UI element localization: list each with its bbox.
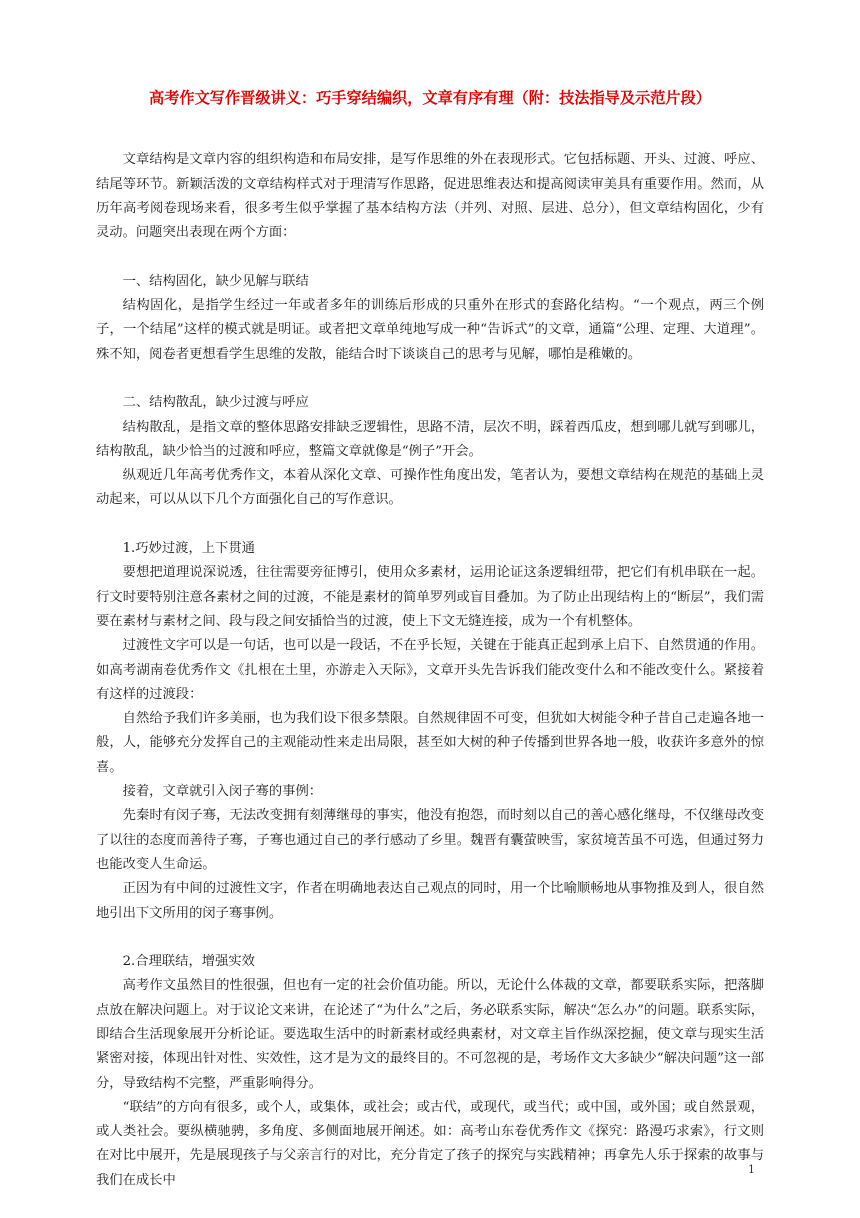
- body-paragraph: 结构固化，是指学生经过一年或者多年的训练后形成的只重外在形式的套路化结构。“一个观点，两三个例子，一个结尾”这样的模式就是明证。或者把文章单纯地写成一种“告诉式”的文章，通篇“公理、定理、大道理”。殊不知，阅卷者更想看学生思维的发散，能结合时下谈谈自己的思考与见解，哪怕是稚嫩的。: [96, 298, 764, 362]
- body-paragraph: 接着，文章就引入闵子骞的事例：: [122, 784, 323, 800]
- body-paragraph: 高考作文虽然目的性很强，但也有一定的社会价值功能。所以，无论什么体裁的文章，都要联系实际，把落脚点放在解决问题上。对于议论文来讲，在论述了“为什么”之后，务必联系实际，解决“怎么办”的问题。联系实际，即结合生活现象展开分析论证。要选取生活中的时新素材或经典素材，对文章主旨作纵深挖掘，使文章与现实生活紧密对接，体现出针对性、实效性，这才是为文的最终目的。不可忽视的是，考场作文大多缺少“解决问题”这一部分，导致结构不完整，严重影响得分。: [96, 978, 764, 1091]
- document-title: 高考作文写作晋级讲义：巧手穿结编织，文章有序有理（附：技法指导及示范片段）: [149, 89, 711, 107]
- quoted-paragraph: 自然给予我们许多美丽，也为我们设下很多禁限。自然规律固不可变，但犹如大树能令种子昔自己走遍各地一般，人，能够充分发挥自己的主观能动性来走出局限，甚至如大树的种子传播到世界各地一般，收获许多意外的惊喜。: [96, 711, 764, 775]
- section-heading-1: 一、结构固化，缺少见解与联结: [122, 273, 309, 289]
- body-paragraph: “联结”的方向有很多，或个人，或集体，或社会；或古代，或现代，或当代；或中国，或外国；或自然景观，或人类社会。要纵横驰骋，多角度、多侧面地展开阐述。如：高考山东卷优秀作文《探究：路漫巧求索》，行文则在对比中展开，先是展现孩子与父亲言行的对比，充分肯定了孩子的探究与实践精神；再拿先人乐于探索的故事与我们在成长中: [96, 1099, 764, 1188]
- body-paragraph: 纵观近几年高考优秀作文，本着从深化文章、可操作性角度出发，笔者认为，要想文章结构在规范的基础上灵动起来，可以从以下几个方面强化自己的写作意识。: [96, 468, 764, 508]
- intro-paragraph: 文章结构是文章内容的组织构造和布局安排，是写作思维的外在表现形式。它包括标题、开头、过渡、呼应、结尾等环节。新颖活泼的文章结构样式对于理清写作思路，促进思维表达和提高阅读审美具有重要作用。然而，从历年高考阅卷现场来看，很多考生似乎掌握了基本结构方法（并列、对照、层进、总分），但文章结构固化，少有灵动。问题突出表现在两个方面：: [96, 152, 764, 241]
- body-paragraph: 结构散乱，是指文章的整体思路安排缺乏逻辑性，思路不清，层次不明，踩着西瓜皮，想到哪儿就写到哪儿，结构散乱，缺少恰当的过渡和呼应，整篇文章就像是“例子”开会。: [96, 419, 764, 459]
- subsection-heading-2: 2.合理联结，增强实效: [122, 954, 255, 970]
- quoted-paragraph: 先秦时有闵子骞，无法改变拥有刻薄继母的事实，他没有抱怨，而时刻以自己的善心感化继母，不仅继母改变了以往的态度而善待子骞，子骞也通过自己的孝行感动了乡里。魏晋有囊萤映雪，家贫境苦虽不可选，但通过努力也能改变人生命运。: [96, 808, 764, 872]
- body-paragraph: 要想把道理说深说透，往往需要旁征博引，使用众多素材，运用论证这条逻辑纽带，把它们有机串联在一起。行文时要特别注意各素材之间的过渡，不能是素材的简单罗列或盲目叠加。为了防止出现结构上的“断层”，我们需要在素材与素材之间、段与段之间安插恰当的过渡，使上下文无缝连接，成为一个有机整体。: [96, 565, 764, 629]
- subsection-heading-1: 1.巧妙过渡，上下贯通: [122, 541, 255, 557]
- page-number: 1: [748, 1163, 755, 1176]
- document-body: [96, 124, 764, 1193]
- body-paragraph: 过渡性文字可以是一句话，也可以是一段话，不在乎长短，关键在于能真正起到承上启下、自然贯通的作用。如高考湖南卷优秀作文《扎根在土里，亦游走入天际》，文章开头先告诉我们能改变什么和不能改变什么。紧接着有这样的过渡段：: [96, 638, 764, 702]
- body-paragraph: 正因为有中间的过渡性文字，作者在明确地表达自己观点的同时，用一个比喻顺畅地从事物推及到人，很自然地引出下文所用的闵子骞事例。: [96, 881, 764, 921]
- section-heading-2: 二、结构散乱，缺少过渡与呼应: [122, 395, 309, 411]
